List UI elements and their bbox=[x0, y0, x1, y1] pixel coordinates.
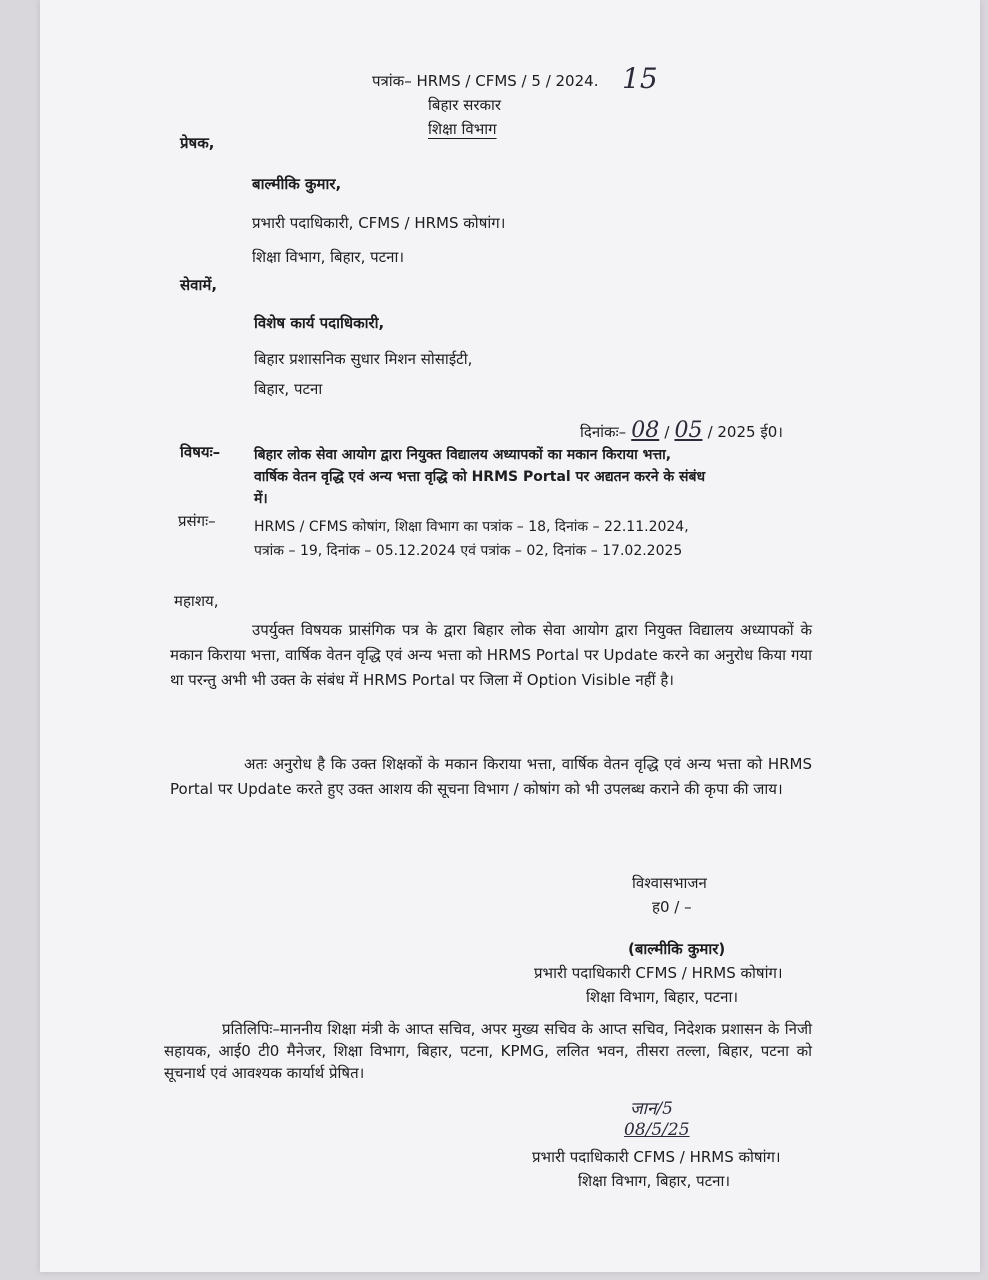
reference-label: प्रसंगः– bbox=[178, 512, 216, 530]
recipient-org: बिहार प्रशासनिक सुधार मिशन सोसाईटी, bbox=[254, 350, 473, 368]
date-year: / 2025 ई0। bbox=[707, 423, 783, 441]
subject-label: विषयः– bbox=[180, 443, 221, 461]
subject-line-1: बिहार लोक सेवा आयोग द्वारा नियुक्त विद्यालय अध्यापकों का मकान किराया भत्ता, bbox=[254, 447, 672, 463]
letter-date bbox=[580, 418, 783, 443]
handwritten-date-day: 08 bbox=[631, 418, 660, 443]
letter-page bbox=[40, 0, 980, 1272]
reference-line-2: पत्रांक – 19, दिनांक – 05.12.2024 एवं पत्रांक – 02, दिनांक – 17.02.2025 bbox=[254, 543, 683, 559]
handwritten-date-month: 05 bbox=[674, 418, 703, 443]
signed-mark: ह0 / – bbox=[652, 898, 692, 916]
handwritten-initials: जान/5 bbox=[630, 1099, 673, 1119]
subject-line-2: वार्षिक वेतन वृद्धि एवं अन्य भत्ता वृद्धि को HRMS Portal पर अद्यतन करने के संबंध bbox=[254, 469, 706, 485]
sender-label: प्रेषक, bbox=[180, 134, 215, 152]
recipient-address: बिहार, पटना bbox=[254, 380, 323, 398]
sender-name: बाल्मीकि कुमार, bbox=[252, 175, 342, 193]
handwritten-signature-date: 08/5/25 bbox=[624, 1120, 690, 1140]
sender-designation: प्रभारी पदाधिकारी, CFMS / HRMS कोषांग। bbox=[252, 214, 506, 232]
sender-address: शिक्षा विभाग, बिहार, पटना। bbox=[252, 248, 405, 266]
footer-address: शिक्षा विभाग, बिहार, पटना। bbox=[578, 1172, 731, 1190]
copy-to-paragraph: प्रतिलिपिः–माननीय शिक्षा मंत्री के आप्त सचिव, अपर मुख्य सचिव के आप्त सचिव, निदेशक प्रशासन के निजी सहायक, आई0 टी0 मैनेजर, शिक्षा विभाग, बिहार, पटना, KPMG, ललित भवन, तीसरा तल्ला, बिहार, पटना को सूचनार्थ एवं आवश्यक कार्यार्थ प्रेषित। bbox=[164, 1020, 812, 1082]
salutation: महाशय, bbox=[174, 592, 219, 610]
date-label: दिनांकः– bbox=[580, 423, 627, 441]
footer-designation: प्रभारी पदाधिकारी CFMS / HRMS कोषांग। bbox=[532, 1148, 781, 1166]
letter-number: पत्रांक– HRMS / CFMS / 5 / 2024. bbox=[372, 72, 599, 90]
department-name: शिक्षा विभाग bbox=[428, 120, 497, 138]
closing: विश्वासभाजन bbox=[632, 874, 707, 892]
subject-line-3: में। bbox=[254, 491, 268, 507]
signatory-name: (बाल्मीकि कुमार) bbox=[628, 940, 726, 958]
reference-line-1: HRMS / CFMS कोषांग, शिक्षा विभाग का पत्रांक – 18, दिनांक – 22.11.2024, bbox=[254, 519, 689, 535]
signatory-address: शिक्षा विभाग, बिहार, पटना। bbox=[586, 988, 739, 1006]
signatory-designation: प्रभारी पदाधिकारी CFMS / HRMS कोषांग। bbox=[534, 964, 783, 982]
body-paragraph-1: उपर्युक्त विषयक प्रासंगिक पत्र के द्वारा बिहार लोक सेवा आयोग द्वारा नियुक्त विद्यालय अध्यापकों के मकान किराया भत्ता, वार्षिक वेतन वृद्धि एवं अन्य भत्ता को HRMS Portal पर Update करने का अनुरोध किया गया था परन्तु अभी भी उक्त के संबंध में HRMS Portal पर जिला में Option Visible नहीं है। bbox=[170, 621, 812, 689]
recipient-label: सेवामें, bbox=[180, 276, 218, 294]
date-separator: / bbox=[664, 423, 670, 441]
body-paragraph-2: अतः अनुरोध है कि उक्त शिक्षकों के मकान किराया भत्ता, वार्षिक वेतन वृद्धि एवं अन्य भत्ता को HRMS Portal पर Update करते हुए उक्त आशय की सूचना विभाग / कोषांग को भी उपलब्ध कराने की कृपा की जाय। bbox=[170, 755, 812, 798]
handwritten-letter-number: 15 bbox=[622, 62, 658, 95]
recipient-designation: विशेष कार्य पदाधिकारी, bbox=[254, 314, 385, 332]
government-name: बिहार सरकार bbox=[428, 96, 502, 114]
